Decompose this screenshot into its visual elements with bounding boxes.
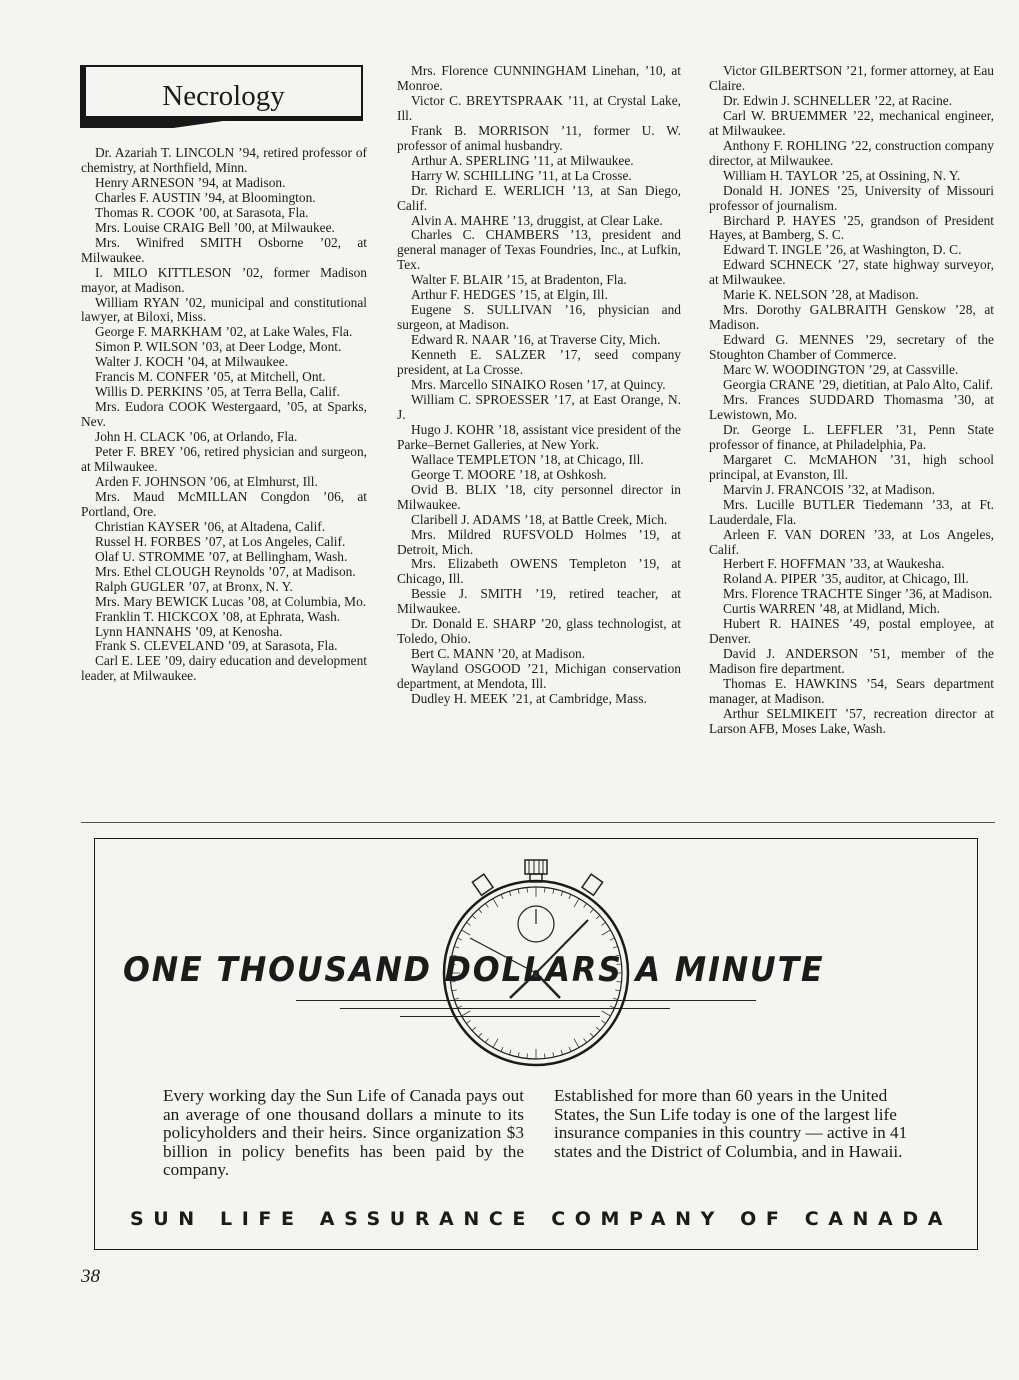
obituary-entry: Charles C. CHAMBERS ’13, president and general manager of Texas Foundries, Inc., at Lufkin, Tex. [397, 227, 681, 273]
obituary-entry: Carl W. BRUEMMER ’22, mechanical engineer, at Milwaukee. [709, 107, 994, 138]
obituary-entry: Kenneth E. SALZER ’17, seed company president, at La Crosse. [397, 347, 681, 378]
obituary-entry: Arthur F. HEDGES ’15, at Elgin, Ill. [411, 287, 608, 303]
obituary-entry: William H. TAYLOR ’25, at Ossining, N. Y. [723, 167, 961, 183]
obituary-entry: Mrs. Dorothy GALBRAITH Genskow ’28, at Madison. [709, 302, 994, 333]
obituary-entry: Walter J. KOCH ’04, at Milwaukee. [95, 354, 289, 370]
ad-body-left: Every working day the Sun Life of Canada pays out an average of one thousand dollars a minute to its policyholders and their heirs. Since organization $3 billion in policy benefits has been paid by the company. [163, 1086, 524, 1180]
obituary-entry: Henry ARNESON ’94, at Madison. [95, 174, 286, 190]
obituary-entry: Anthony F. ROHLING ’22, construction company director, at Milwaukee. [709, 137, 994, 168]
obituary-entry: Victor GILBERTSON ’21, former attorney, at Eau Claire. [709, 63, 994, 93]
obituary-entry: Mrs. Eudora COOK Westergaard, ’05, at Sparks, Nev. [81, 399, 367, 430]
obituary-entry: Mrs. Winifred SMITH Osborne ’02, at Milwaukee. [81, 234, 367, 265]
obituary-entry: Harry W. SCHILLING ’11, at La Crosse. [411, 167, 632, 183]
obituary-entry: Edward T. INGLE ’26, at Washington, D. C. [723, 242, 962, 258]
obituary-entry: Victor C. BREYTSPRAAK ’11, at Crystal Lake, Ill. [397, 92, 681, 123]
obituary-entry: Eugene S. SULLIVAN ’16, physician and surgeon, at Madison. [397, 302, 681, 333]
obituary-entry: Frank B. MORRISON ’11, former U. W. professor of animal husbandry. [397, 122, 681, 153]
obituary-entry: Mrs. Frances SUDDARD Thomasma ’30, at Lewistown, Mo. [709, 391, 994, 422]
obituary-entry: Edward G. MENNES ’29, secretary of the Stoughton Chamber of Commerce. [709, 332, 994, 363]
obituary-entry: Christian KAYSER ’06, at Altadena, Calif. [95, 518, 326, 534]
ad-body-right: Established for more than 60 years in the United States, the Sun Life today is one of the largest life insurance companies in this country — active in 41 states and the District of Columbia, and in Hawaii. [554, 1086, 908, 1161]
speed-line [340, 1008, 670, 1009]
obituary-entry: I. MILO KITTLESON ’02, former Madison mayor, at Madison. [81, 264, 367, 295]
obituary-entry: Franklin T. HICKCOX ’08, at Ephrata, Wash. [95, 608, 341, 624]
obituary-entry: Bert C. MANN ’20, at Madison. [411, 646, 586, 662]
obituary-entry: Hugo J. KOHR ’18, assistant vice president of the Parke–Bernet Galleries, at New York. [397, 421, 681, 452]
obituary-entry: Marvin J. FRANCOIS ’32, at Madison. [723, 481, 936, 497]
ad-company-name: SUN LIFE ASSURANCE COMPANY OF CANADA [130, 1208, 953, 1230]
obituary-column-3 [709, 64, 994, 737]
obituary-entry: William RYAN ’02, municipal and constitutional lawyer, at Biloxi, Miss. [81, 294, 367, 325]
obituary-entry: Mrs. Marcello SINAIKO Rosen ’17, at Quincy. [411, 377, 666, 393]
obituary-entry: Ovid B. BLIX ’18, city personnel director in Milwaukee. [397, 481, 681, 512]
necrology-heading-box [80, 65, 363, 121]
obituary-entry: Dr. Donald E. SHARP ’20, glass technologist, at Toledo, Ohio. [397, 616, 681, 647]
obituary-entry: Arthur SELMIKEIT ’57, recreation director at Larson AFB, Moses Lake, Wash. [709, 705, 994, 736]
obituary-entry: Claribell J. ADAMS ’18, at Battle Creek, Mich. [411, 511, 668, 527]
obituary-entry: Edward R. NAAR ’16, at Traverse City, Mich. [411, 332, 661, 348]
obituary-entry: Roland A. PIPER ’35, auditor, at Chicago, Ill. [723, 571, 969, 587]
obituary-entry: Mrs. Maud McMILLAN Congdon ’06, at Portland, Ore. [81, 488, 367, 519]
obituary-entry: Birchard P. HAYES ’25, grandson of President Hayes, at Bamberg, S. C. [709, 212, 994, 243]
obituary-entry: Margaret C. McMAHON ’31, high school principal, at Evanston, Ill. [709, 451, 994, 482]
obituary-entry: Hubert R. HAINES ’49, postal employee, at Denver. [709, 616, 994, 647]
obituary-entry: Charles F. AUSTIN ’94, at Bloomington. [95, 189, 316, 205]
obituary-entry: Dr. Edwin J. SCHNELLER ’22, at Racine. [723, 92, 953, 108]
obituary-entry: Herbert F. HOFFMAN ’33, at Waukesha. [723, 556, 945, 572]
obituary-entry: Georgia CRANE ’29, dietitian, at Palo Alto, Calif. [723, 377, 994, 393]
obituary-entry: Wayland OSGOOD ’21, Michigan conservation department, at Mendota, Ill. [397, 661, 681, 692]
speed-line [296, 1000, 756, 1001]
obituary-entry: Mrs. Lucille BUTLER Tiedemann ’33, at Ft. Lauderdale, Fla. [709, 496, 994, 527]
obituary-entry: Wallace TEMPLETON ’18, at Chicago, Ill. [411, 451, 644, 467]
obituary-entry: Willis D. PERKINS ’05, at Terra Bella, Calif. [95, 384, 340, 400]
obituary-entry: George T. MOORE ’18, at Oshkosh. [411, 466, 607, 482]
obituary-entry: Mrs. Florence TRACHTE Singer ’36, at Madison. [723, 586, 993, 602]
obituary-entry: Arthur A. SPERLING ’11, at Milwaukee. [411, 152, 634, 168]
obituary-entry: Marc W. WOODINGTON ’29, at Cassville. [723, 362, 959, 378]
obituary-entry: Russel H. FORBES ’07, at Los Angeles, Calif. [95, 533, 346, 549]
separator-rule [81, 822, 995, 823]
obituary-entry: Mrs. Elizabeth OWENS Templeton ’19, at Chicago, Ill. [397, 556, 681, 587]
obituary-entry: John H. CLACK ’06, at Orlando, Fla. [95, 429, 298, 445]
obituary-entry: Marie K. NELSON ’28, at Madison. [723, 287, 919, 303]
obituary-entry: Edward SCHNECK ’27, state highway surveyor, at Milwaukee. [709, 257, 994, 288]
obituary-entry: Carl E. LEE ’09, dairy education and development leader, at Milwaukee. [81, 653, 367, 684]
obituary-entry: Thomas R. COOK ’00, at Sarasota, Fla. [95, 204, 309, 220]
obituary-entry: Mrs. Mildred RUFSVOLD Holmes ’19, at Detroit, Mich. [397, 526, 681, 557]
obituary-entry: Lynn HANNAHS ’09, at Kenosha. [95, 623, 283, 639]
obituary-entry: Frank S. CLEVELAND ’09, at Sarasota, Fla. [95, 638, 338, 654]
obituary-entry: Donald H. JONES ’25, University of Missouri professor of journalism. [709, 182, 994, 213]
obituary-entry: Bessie J. SMITH ’19, retired teacher, at Milwaukee. [397, 586, 681, 617]
obituary-column-1 [81, 146, 367, 684]
obituary-entry: Arden F. JOHNSON ’06, at Elmhurst, Ill. [95, 473, 318, 489]
obituary-entry: Peter F. BREY ’06, retired physician and surgeon, at Milwaukee. [81, 444, 367, 475]
obituary-entry: David J. ANDERSON ’51, member of the Madison fire department. [709, 646, 994, 677]
obituary-entry: Mrs. Louise CRAIG Bell ’00, at Milwaukee. [95, 219, 335, 235]
obituary-entry: Simon P. WILSON ’03, at Deer Lodge, Mont. [95, 339, 342, 355]
obituary-entry: Curtis WARREN ’48, at Midland, Mich. [723, 601, 940, 617]
obituary-entry: Mrs. Florence CUNNINGHAM Linehan, ’10, at Monroe. [397, 63, 681, 93]
obituary-entry: Thomas E. HAWKINS ’54, Sears department manager, at Madison. [709, 676, 994, 707]
obituary-entry: Ralph GUGLER ’07, at Bronx, N. Y. [95, 578, 293, 594]
obituary-entry: George F. MARKHAM ’02, at Lake Wales, Fla. [95, 324, 353, 340]
obituary-entry: Dr. Azariah T. LINCOLN ’94, retired professor of chemistry, at Northfield, Minn. [81, 145, 367, 175]
heading-shadow [80, 118, 370, 128]
obituary-entry: William C. SPROESSER ’17, at East Orange, N. J. [397, 391, 681, 422]
speed-line [400, 1016, 600, 1017]
obituary-entry: Francis M. CONFER ’05, at Mitchell, Ont. [95, 369, 326, 385]
ad-headline: ONE THOUSAND DOLLARS A MINUTE [123, 950, 825, 990]
obituary-entry: Dr. George L. LEFFLER ’31, Penn State professor of finance, at Philadelphia, Pa. [709, 421, 994, 452]
obituary-column-2 [397, 64, 681, 707]
page-number: 38 [81, 1266, 100, 1287]
obituary-entry: Olaf U. STROMME ’07, at Bellingham, Wash. [95, 548, 348, 564]
section-title: Necrology [162, 80, 285, 112]
obituary-entry: Walter F. BLAIR ’15, at Bradenton, Fla. [411, 272, 627, 288]
obituary-entry: Alvin A. MAHRE ’13, druggist, at Clear Lake. [411, 212, 663, 228]
obituary-entry: Arleen F. VAN DOREN ’33, at Los Angeles, Calif. [709, 526, 994, 557]
obituary-entry: Dr. Richard E. WERLICH ’13, at San Diego, Calif. [397, 182, 681, 213]
obituary-entry: Mrs. Mary BEWICK Lucas ’08, at Columbia, Mo. [95, 593, 367, 609]
obituary-entry: Mrs. Ethel CLOUGH Reynolds ’07, at Madison. [95, 563, 356, 579]
obituary-entry: Dudley H. MEEK ’21, at Cambridge, Mass. [411, 691, 647, 707]
